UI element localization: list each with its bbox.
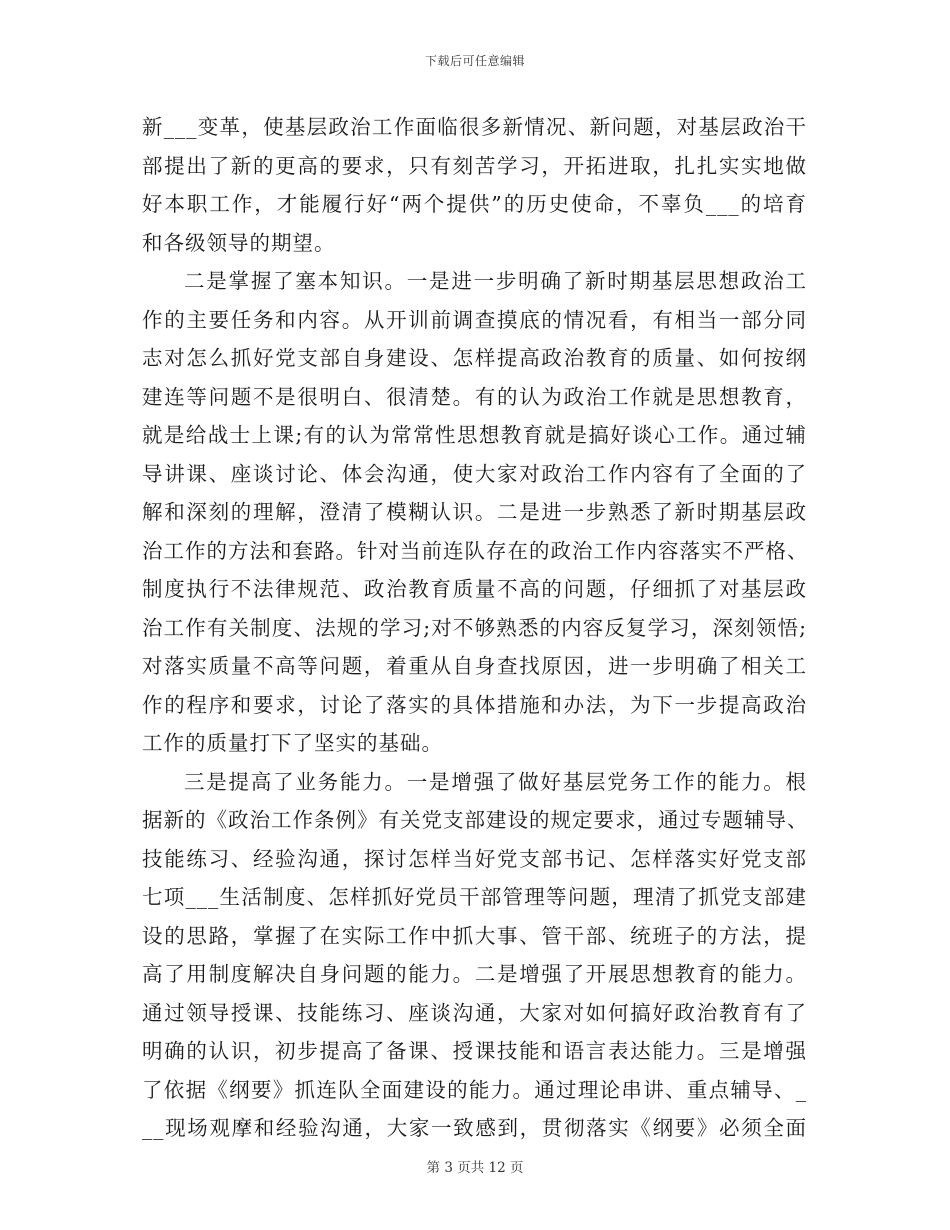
page-number-footer: 第 3 页共 12 页 — [426, 1160, 524, 1176]
text-line: 通过领导授课、技能练习、座谈沟通，大家对如何搞好政治教育有了 — [142, 1000, 807, 1025]
text-line: 制度执行不法律规范、政治教育质量不高的问题，仔细抓了对基层政 — [142, 577, 807, 601]
text-line: 作的程序和要求，讨论了落实的具体措施和办法，为下一步提高政治 — [142, 692, 807, 717]
page-header: 下载后可任意编辑 — [424, 54, 525, 68]
text-line: 建连等问题不是很明白、很清楚。有的认为政治工作就是思想教育， — [142, 384, 807, 409]
text-line: 对落实质量不高等问题，着重从自身查找原因，进一步明确了相关工 — [142, 654, 807, 678]
paragraph-1 — [142, 108, 807, 262]
text-line: 高了用制度解决自身问题的能力。二是增强了开展思想教育的能力。 — [142, 962, 807, 986]
document-body — [142, 108, 807, 1148]
text-line: 就是给战士上课;有的认为常常性思想教育就是搞好谈心工作。通过辅 — [142, 423, 807, 447]
text-line: 工作的质量打下了坚实的基础。 — [142, 731, 443, 755]
text-line: 治工作的方法和套路。针对当前连队存在的政治工作内容落实不严格、 — [142, 538, 809, 563]
text-line: 部提出了新的更高的要求，只有刻苦学习，开拓进取，扎扎实实地做 — [142, 153, 807, 178]
text-line: 志对怎么抓好党支部自身建设、怎样提高政治教育的质量、如何按纲 — [142, 346, 807, 370]
text-line: 治工作有关制度、法规的学习;对不够熟悉的内容反复学习，深刻领悟; — [142, 615, 807, 640]
text-line: 七项___生活制度、怎样抓好党员干部管理等问题，理清了抓党支部建 — [142, 885, 807, 909]
text-line: 了依据《纲要》抓连队全面建设的能力。通过理论串讲、重点辅导、_ — [142, 1077, 807, 1102]
text-line: 据新的《政治工作条例》有关党支部建设的规定要求，通过专题辅导、 — [142, 808, 809, 832]
paragraph-3 — [142, 763, 807, 1148]
text-line: 明确的认识，初步提高了备课、授课技能和语言表达能力。三是增强 — [142, 1039, 807, 1063]
text-line: 设的思路，掌握了在实际工作中抓大事、管干部、统班子的方法，提 — [142, 923, 807, 948]
text-line: 作的主要任务和内容。从开训前调查摸底的情况看，有相当一部分同 — [142, 307, 807, 332]
paragraph-2 — [142, 262, 807, 763]
text-line: __现场观摩和经验沟通，大家一致感到，贯彻落实《纲要》必须全面 — [142, 1116, 807, 1140]
text-line: 导讲课、座谈讨论、体会沟通，使大家对政治工作内容有了全面的了 — [142, 461, 807, 486]
text-line: 三是提高了业务能力。一是增强了做好基层党务工作的能力。根 — [184, 769, 807, 794]
text-line: 好本职工作，才能履行好“两个提供”的历史使命，不辜负___的培育 — [142, 192, 807, 216]
text-line: 和各级领导的期望。 — [142, 230, 336, 255]
text-line: 新___变革，使基层政治工作面临很多新情况、新问题，对基层政治干 — [142, 115, 807, 139]
text-line: 技能练习、经验沟通，探讨怎样当好党支部书记、怎样落实好党支部 — [142, 846, 807, 871]
text-line: 解和深刻的理解，澄清了模糊认识。二是进一步熟悉了新时期基层政 — [142, 500, 807, 524]
text-line: 二是掌握了塞本知识。一是进一步明确了新时期基层思想政治工 — [184, 269, 807, 293]
